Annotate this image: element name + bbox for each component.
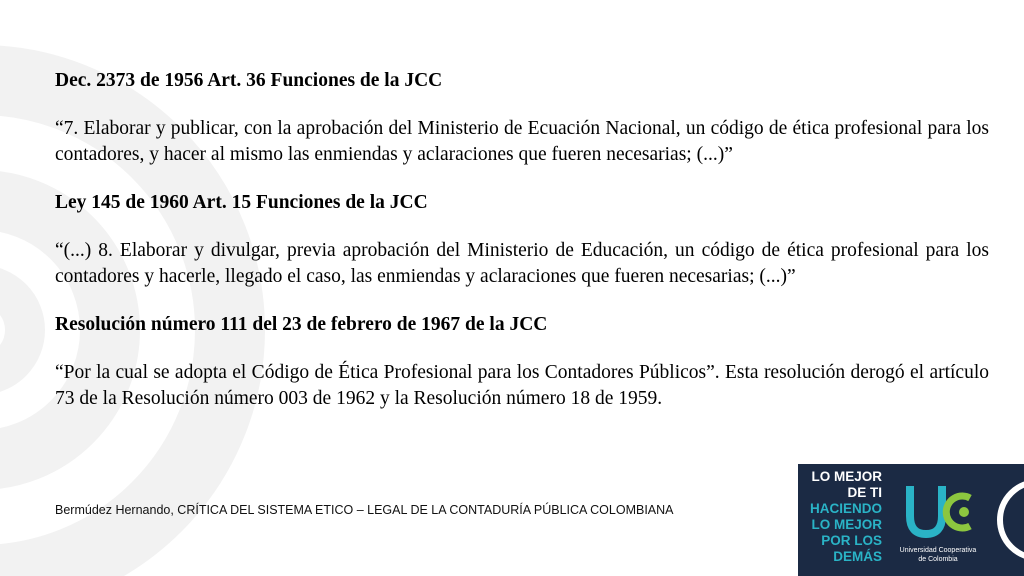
slogan-line: LO MEJOR — [811, 517, 882, 532]
slide-content — [55, 68, 989, 412]
university-name-line: Universidad Cooperativa — [899, 547, 977, 554]
slogan-line: DEMÁS — [833, 549, 882, 564]
university-name-line: de Colombia — [918, 556, 958, 563]
section-heading: Resolución número 111 del 23 de febrero de 1967 de la JCC — [55, 314, 548, 335]
slogan-line: LO MEJOR — [811, 469, 882, 484]
section-heading: Ley 145 de 1960 Art. 15 Funciones de la JCC — [55, 192, 428, 213]
section-body: “Por la cual se adopta el Código de Ética Profesional para los Contadores Públicos”. Esta resolución derogó el artículo 73 de la Resolución número 003 de 1962 y la Resolución número 18 de 1959. — [55, 362, 989, 409]
university-logo — [798, 464, 1024, 576]
slogan-line: HACIENDO — [809, 501, 882, 516]
section-body: “7. Elaborar y publicar, con la aprobación del Ministerio de Ecuación Nacional, un código de ética profesional para los contadores, y hacer al mismo las enmiendas y aclaraciones que fueren necesarias; (...)” — [55, 118, 989, 165]
slogan-line: POR LOS — [821, 533, 882, 548]
slogan-line: DE TI — [847, 485, 882, 500]
citation-footer: Bermúdez Hernando, CRÍTICA DEL SISTEMA ETICO – LEGAL DE LA CONTADURÍA PÚBLICA COLOMBIANA — [55, 503, 674, 517]
section-heading: Dec. 2373 de 1956 Art. 36 Funciones de la JCC — [55, 70, 443, 91]
section-body: “(...) 8. Elaborar y divulgar, previa aprobación del Ministerio de Educación, un código de ética profesional para los contadores y hacerle, llegado el caso, las enmiendas y aclaraciones que fueren necesarias; (...)” — [55, 240, 989, 287]
